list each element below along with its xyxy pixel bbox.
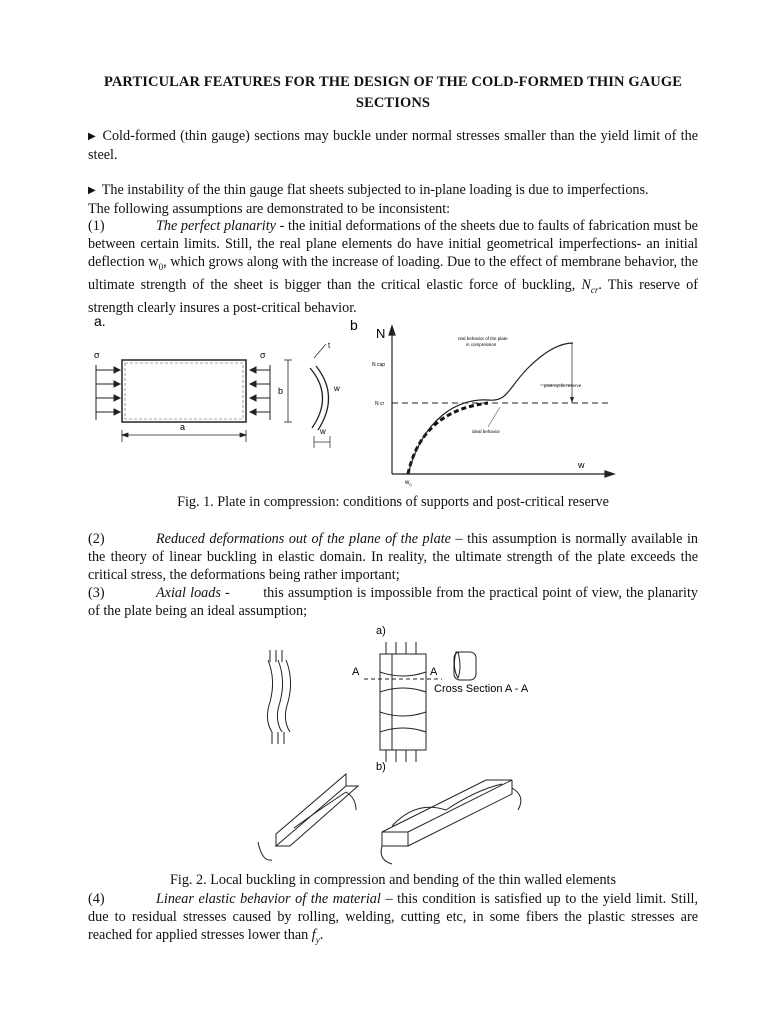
assumption-3	[88, 584, 702, 620]
bullet-paragraph-1	[88, 127, 698, 164]
assumption-text: . This reserve of strength clearly insures a post-critical behavior.	[88, 276, 698, 316]
real-behavior-label: real behavior of the plate	[458, 336, 508, 341]
assumption-number: (1)	[88, 218, 105, 234]
figure-1	[88, 308, 633, 495]
bullet-2-text: The instability of the thin gauge flat sheets subjected to in-plane loading is due to imperfections.	[101, 182, 649, 198]
dimension-b-label: b	[278, 386, 284, 396]
graph-axes	[389, 326, 614, 477]
assumption-2	[88, 530, 698, 584]
page-title	[88, 72, 698, 114]
title-line-1: PARTICULAR FEATURES FOR THE DESIGN OF THE COLD-FORMED THIN GAUGE	[103, 74, 683, 90]
box-column-sketch	[364, 642, 476, 762]
assumption-text: - this assumption is impossible from the practical point of view, the planarity of the plate being an ideal assumption;	[88, 585, 702, 619]
box-beam-sketch	[381, 780, 521, 864]
plate-rectangle	[122, 360, 246, 422]
bullet-1-text: Cold-formed (thin gauge) sections may buckle under normal stresses smaller than the yield limit of the steel.	[88, 128, 698, 163]
assumption-4	[88, 890, 698, 949]
assumption-heading: Axial loads	[156, 585, 221, 601]
ideal-curve	[408, 403, 488, 474]
buckled-plate-sketch	[267, 650, 290, 744]
fig2-label-b: b)	[376, 761, 386, 773]
assumption-number: (4)	[88, 891, 105, 907]
section-a-right: A	[430, 666, 438, 678]
sigma-right: σ	[260, 350, 266, 360]
subscript: y	[315, 934, 320, 945]
fig1-label-b: b	[350, 317, 358, 333]
post-cyclic-reserve-label: post-cyclic reserve	[544, 383, 582, 388]
figure-2-caption: Fig. 2. Local buckling in compression and bending of the thin walled elements	[169, 872, 617, 888]
triangle-bullet-icon: ▶	[88, 185, 96, 196]
fig2-label-a: a)	[376, 625, 386, 637]
cross-section-label: Cross Section A - A	[434, 683, 529, 695]
figure-2	[196, 620, 591, 870]
deflection-dim-label: w	[320, 427, 326, 436]
dimension-b	[284, 360, 292, 422]
assumption-heading: The perfect planarity	[156, 218, 276, 234]
buckled-section-inner	[310, 368, 323, 428]
axis-n-label: N	[376, 326, 386, 341]
n-cap-label: N cap	[372, 362, 386, 368]
section-a-left: A	[352, 666, 360, 678]
bullet-paragraph-2	[88, 181, 698, 218]
thickness-leader	[314, 344, 326, 358]
figure-1-caption: Fig. 1. Plate in compression: conditions of supports and post-critical reserve	[177, 494, 609, 510]
symbol-n: N	[581, 276, 591, 293]
real-curve	[408, 343, 573, 474]
real-behavior-label-2: in compression	[466, 342, 497, 347]
figure-1-drawing	[88, 308, 633, 490]
assumption-number: (2)	[88, 531, 105, 547]
assumption-text: , which grows along with the increase of loading. Due to the effect of membrane behavior, the ultimate strength of the sheet is bigger than the critical elastic force of buckling,	[88, 254, 698, 293]
assumption-text: - the initial deformations of the sheets due to faults of fabrication must be between certain limits. Still, the real plane elements do have initial geometrical imperfections- an initial deflection w	[88, 218, 698, 270]
subscript: 0	[158, 261, 164, 272]
assumption-heading: Linear elastic behavior of the material	[156, 891, 381, 907]
figure-2-drawing	[196, 620, 591, 865]
assumption-text: .	[319, 927, 324, 943]
subscript: cr	[590, 284, 599, 295]
assumption-1	[88, 217, 698, 317]
w0-label: $w_0$	[405, 480, 412, 487]
n-cr-label: N cr	[375, 401, 385, 407]
assumption-heading: Reduced deformations out of the plane of the plate	[156, 531, 451, 547]
deflection-label: w	[334, 384, 340, 393]
assumption-text: – this assumption is normally available in the theory of linear buckling in elastic domain. In reality, the ultimate strength of the plate exceeds the critical stress, the deformations being rather important;	[88, 531, 698, 583]
symbol-f: f	[311, 927, 316, 943]
fig1-label-a: a.	[94, 313, 106, 329]
right-load-arrows	[250, 365, 270, 420]
assumption-number: (3)	[88, 585, 105, 601]
axis-w-label: w	[578, 460, 585, 470]
plate-inner-dashed	[125, 363, 243, 419]
channel-beam-sketch	[258, 774, 358, 860]
title-line-2: SECTIONS	[355, 95, 431, 111]
dimension-a-label: a	[180, 422, 186, 432]
assumptions-intro: The following assumptions are demonstrated to be inconsistent:	[88, 201, 451, 217]
ideal-behavior-label: ideal behavior	[472, 429, 501, 434]
thickness-label: t	[328, 341, 331, 350]
assumption-text: – this condition is satisfied up to the yield limit. Still, due to residual stresses caused by rolling, welding, cutting etc, in some fibers the plastic stresses are reached for applied stresses lower than	[88, 891, 698, 943]
left-load-arrows	[96, 365, 120, 420]
sigma-left: σ	[94, 350, 100, 360]
triangle-bullet-icon: ▶	[88, 131, 97, 142]
